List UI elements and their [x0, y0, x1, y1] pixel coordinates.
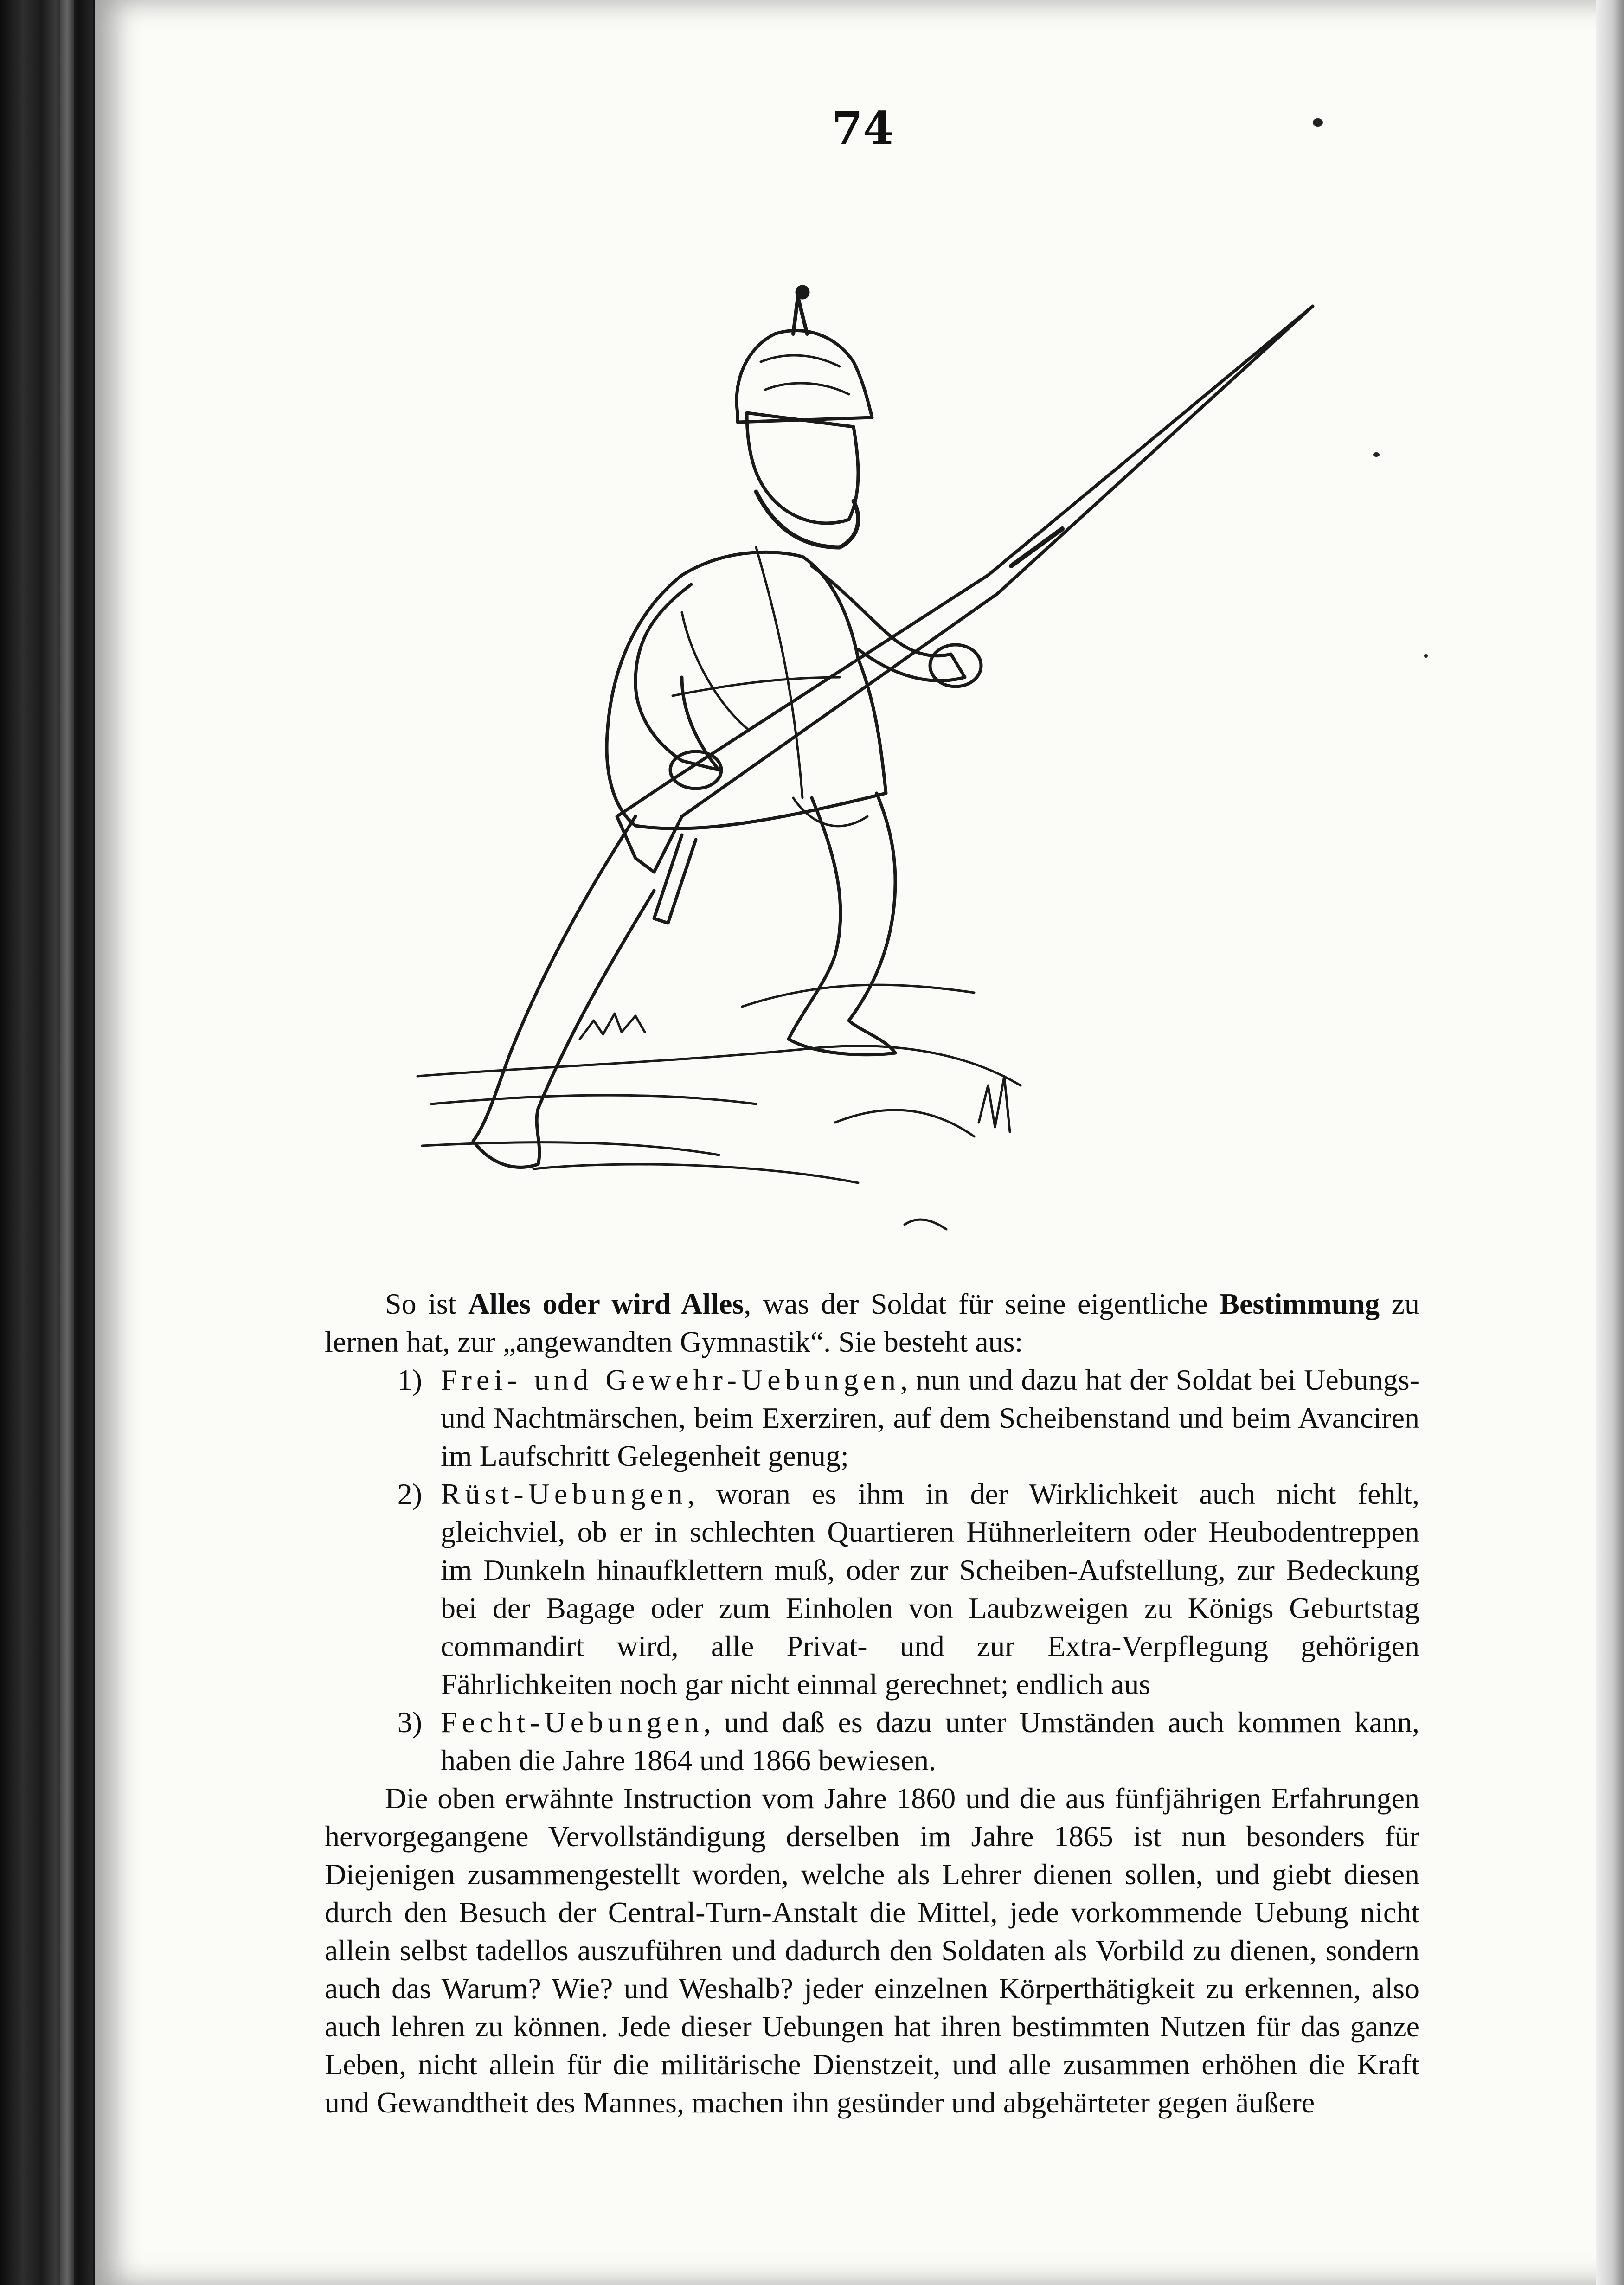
page-number: 74 — [832, 102, 894, 154]
list-item — [325, 1475, 1419, 1703]
ground-hatching — [417, 985, 1021, 1229]
list-number: 3) — [397, 1706, 422, 1739]
intro-emphasis: Bestimmung — [1220, 1287, 1380, 1320]
list-item — [325, 1703, 1419, 1779]
body-text — [325, 1285, 1419, 2122]
soldier-illustration — [394, 195, 1368, 1271]
intro-text: So ist — [385, 1287, 468, 1320]
page-edge — [1596, 0, 1624, 2285]
list-number: 1) — [397, 1363, 422, 1396]
intro-emphasis: Alles oder wird Alles — [468, 1287, 744, 1320]
list-description: , woran es ihm in der Wirklichkeit auch nicht fehlt, gleichviel, ob er in schlechten Quartieren Hühnerleitern oder Heubodentreppen im Dunkeln hinaufklettern muß, oder zur Scheiben-Aufstellung, zur Bedeckung bei der Bagage oder zum Einholen von Laubzweigen zu Königs Geburtstag commandirt wird, alle Privat- und zur Extra-Verpflegung gehörigen Fährlichkeiten noch gar nicht einmal gerechnet; endlich aus — [441, 1477, 1419, 1701]
list-text — [441, 1361, 1419, 1475]
ink-speck — [1313, 118, 1323, 127]
list-item — [325, 1361, 1419, 1475]
intro-text: zu lernen hat, zur „angewandten Gymnastik“. Sie besteht aus: — [325, 1287, 1420, 1358]
exercise-list — [325, 1361, 1419, 1779]
intro-text: , was der Soldat für seine eigentliche — [744, 1287, 1220, 1320]
list-number: 2) — [397, 1477, 422, 1510]
list-term: Frei- und Gewehr-Uebungen — [441, 1363, 900, 1396]
ink-speck — [1373, 452, 1380, 457]
ink-speck — [1424, 654, 1428, 658]
closing-paragraph: Die oben erwähnte Instruction vom Jahre 1860 und die aus fünfjährigen Erfahrungen hervorgegangene Vervollständigung derselben im Jahre 1865 ist nun besonders für Diejenigen zusammengestellt worden, welche als Lehrer dienen sollen, und giebt diesen durch den Besuch der Central-Turn-Anstalt die Mittel, jede vorkommende Uebung nicht allein selbst tadellos auszuführen und dadurch den Soldaten als Vorbild zu dienen, sondern auch das Warum? Wie? und Weshalb? jeder einzelnen Körperthätigkeit zu erkennen, also auch lehren zu können. Jede dieser Uebungen hat ihren bestimmten Nutzen für das ganze Leben, nicht allein für die militärische Dienstzeit, und alle zusammen erhöhen die Kraft und Gewandtheit des Mannes, machen ihn gesünder und abgehärteter gegen äußere — [325, 1782, 1419, 2119]
list-text — [441, 1475, 1419, 1703]
list-term: Fecht-Uebungen — [441, 1706, 704, 1739]
list-term: Rüst-Uebungen — [441, 1477, 687, 1510]
spine-edge — [60, 0, 74, 2285]
list-text — [441, 1703, 1419, 1779]
list-description: , und daß es dazu unter Umständen auch kommen kann, haben die Jahre 1864 und 1866 bewiesen. — [441, 1706, 1419, 1777]
list-description: , nun und dazu hat der Soldat bei Uebungs- und Nachtmärschen, beim Exerziren, auf dem Scheibenstand und beim Avanciren im Laufschritt Gelegenheit genug; — [441, 1363, 1420, 1472]
intro-paragraph — [325, 1285, 1419, 1361]
book-spine — [0, 0, 93, 2285]
